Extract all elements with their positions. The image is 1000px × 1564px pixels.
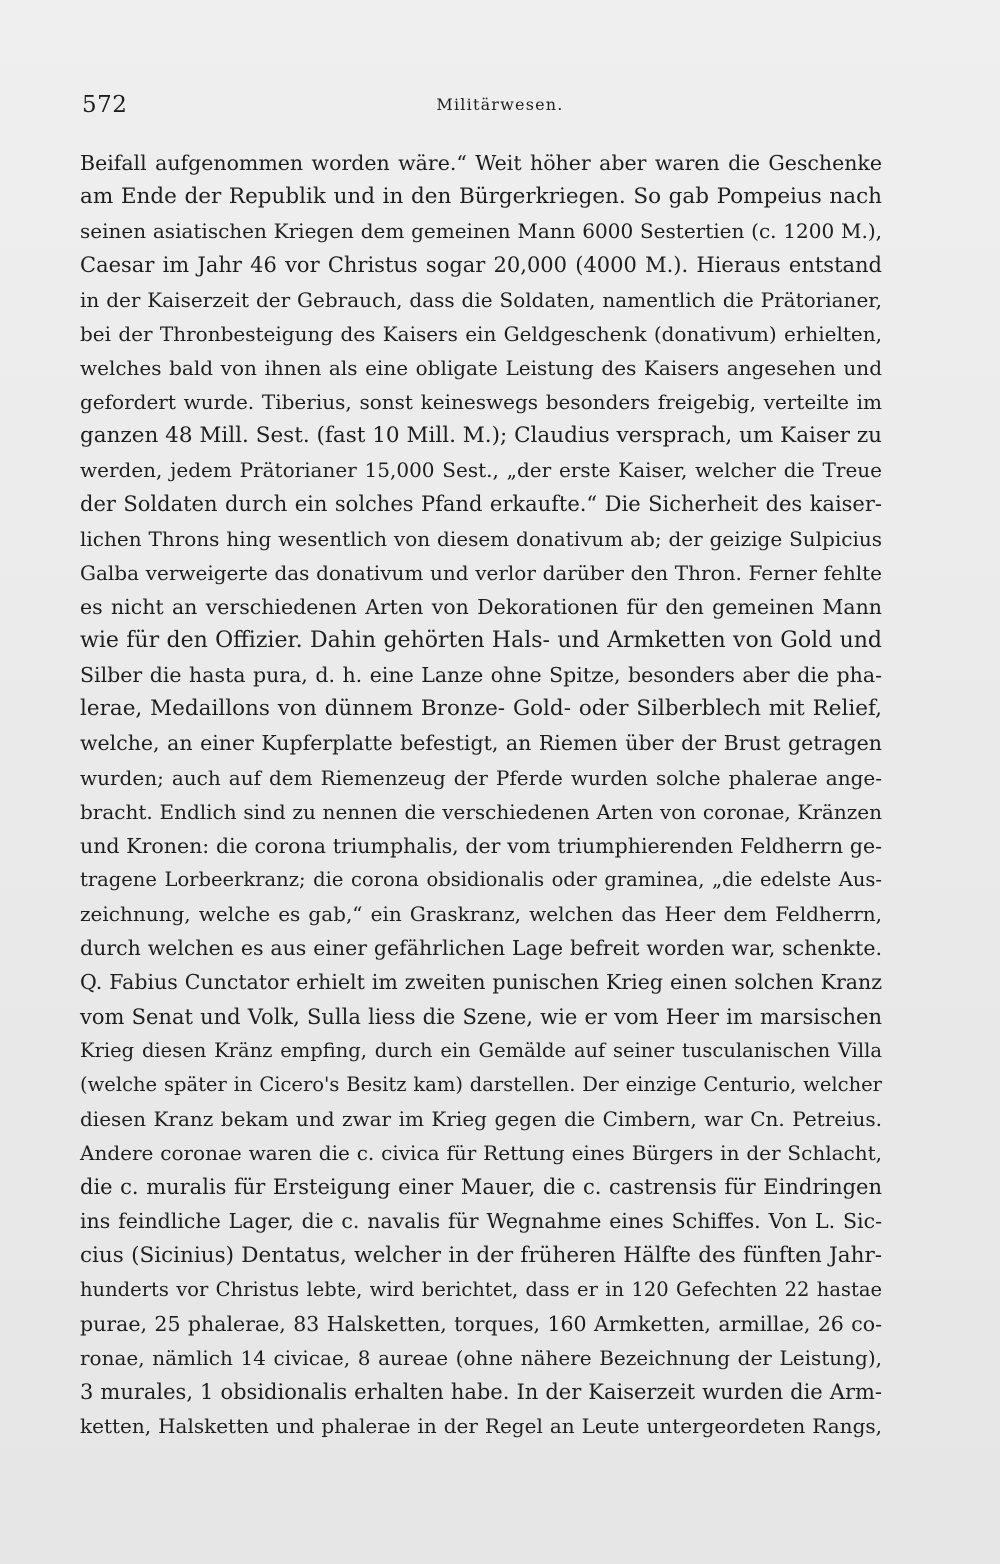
text-line: gefordert wurde. Tiberius, sonst keineswegs besonders freigebig, verteilte im xyxy=(80,389,882,414)
text-line: hunderts vor Christus lebte, wird berichtet, dass er in 120 Gefechten 22 hastae xyxy=(80,1277,882,1301)
text-line: Beifall aufgenommen worden wäre.“ Weit höher aber waren die Geschenke xyxy=(80,151,882,175)
text-line: vom Senat und Volk, Sulla liess die Szene, wie er vom Heer im marsischen xyxy=(80,1004,882,1029)
text-line: Silber die hasta pura, d. h. eine Lanze ohne Spitze, besonders aber die pha- xyxy=(80,663,882,688)
text-line: in der Kaiserzeit der Gebrauch, dass die Soldaten, namentlich die Prätorianer, xyxy=(80,287,882,312)
text-line: es nicht an verschiedenen Arten von Dekorationen für den gemeinen Mann xyxy=(80,594,882,619)
running-title: Militärwesen. xyxy=(436,95,564,114)
text-line: 3 murales, 1 obsidionalis erhalten habe. In der Kaiserzeit wurden die Arm- xyxy=(80,1380,882,1405)
body-text xyxy=(80,146,882,1443)
text-line: (welche später in Cicero's Besitz kam) darstellen. Der einzige Centurio, welcher xyxy=(80,1072,882,1096)
text-line: zeichnung, welche es gab,“ ein Graskranz, welchen das Heer dem Feldherrn, xyxy=(80,902,882,927)
text-line: wurden; auch auf dem Riemenzeug der Pferde wurden solche phalerae ange- xyxy=(80,765,882,790)
text-line: Q. Fabius Cunctator erhielt im zweiten punischen Krieg einen solchen Kranz xyxy=(80,970,882,995)
text-line: Krieg diesen Kränz empfing, durch ein Gemälde auf seiner tusculanischen Villa xyxy=(80,1038,882,1062)
text-line: seinen asiatischen Kriegen dem gemeinen Mann 6000 Sestertien (c. 1200 M.), xyxy=(80,219,882,244)
text-line: wie für den Offizier. Dahin gehörten Hals- und Armketten von Gold und xyxy=(80,627,882,653)
page-number: 572 xyxy=(82,92,128,118)
text-line: tragene Lorbeerkranz; die corona obsidionalis oder graminea, „die edelste Aus- xyxy=(80,867,882,891)
text-line: purae, 25 phalerae, 83 Halsketten, torques, 160 Armketten, armillae, 26 co- xyxy=(80,1311,882,1336)
text-line: am Ende der Republik und in den Bürgerkriegen. So gab Pompeius nach xyxy=(80,184,882,210)
text-line: ketten, Halsketten und phalerae in der Regel an Leute untergeordeten Rangs, xyxy=(80,1414,882,1439)
text-line: die c. muralis für Ersteigung einer Mauer, die c. castrensis für Eindringen xyxy=(80,1175,882,1200)
text-line: ganzen 48 Mill. Sest. (fast 10 Mill. M.); Claudius versprach, um Kaiser zu xyxy=(80,423,882,449)
text-line: der Soldaten durch ein solches Pfand erkaufte.“ Die Sicherheit des kaiser- xyxy=(80,492,882,517)
text-line: bei der Thronbesteigung des Kaisers ein Geldgeschenk (donativum) erhielten, xyxy=(80,321,882,346)
text-line: ronae, nämlich 14 civicae, 8 aureae (ohne nähere Bezeichnung der Leistung), xyxy=(80,1345,882,1370)
text-line: diesen Kranz bekam und zwar im Krieg gegen die Cimbern, war Cn. Petreius. xyxy=(80,1106,882,1131)
text-line: durch welchen es aus einer gefährlichen Lage befreit worden war, schenkte. xyxy=(80,936,882,961)
text-line: werden, jedem Prätorianer 15,000 Sest., „der erste Kaiser, welcher die Treue xyxy=(80,458,882,483)
text-line: bracht. Endlich sind zu nennen die verschiedenen Arten von coronae, Kränzen xyxy=(80,799,882,824)
text-line: lichen Throns hing wesentlich von diesem donativum ab; der geizige Sulpicius xyxy=(80,526,882,551)
text-line: Caesar im Jahr 46 vor Christus sogar 20,000 (4000 M.). Hieraus entstand xyxy=(80,253,882,278)
text-line: welche, an einer Kupferplatte befestigt, an Riemen über der Brust getragen xyxy=(80,731,882,756)
text-line: lerae, Medaillons von dünnem Bronze- Gold- oder Silberblech mit Relief, xyxy=(80,696,882,722)
text-line: ins feindliche Lager, die c. navalis für Wegnahme eines Schiffes. Von L. Sic- xyxy=(80,1209,882,1234)
text-line: Andere coronae waren die c. civica für Rettung eines Bürgers in der Schlacht, xyxy=(80,1141,882,1166)
text-line: und Kronen: die corona triumphalis, der vom triumphierenden Feldherrn ge- xyxy=(80,833,882,858)
text-line: welches bald von ihnen als eine obligate Leistung des Kaisers angesehen und xyxy=(80,355,882,380)
text-line: cius (Sicinius) Dentatus, welcher in der früheren Hälfte des fünften Jahr- xyxy=(80,1242,882,1268)
text-line: Galba verweigerte das donativum und verlor darüber den Thron. Ferner fehlte xyxy=(80,560,882,585)
